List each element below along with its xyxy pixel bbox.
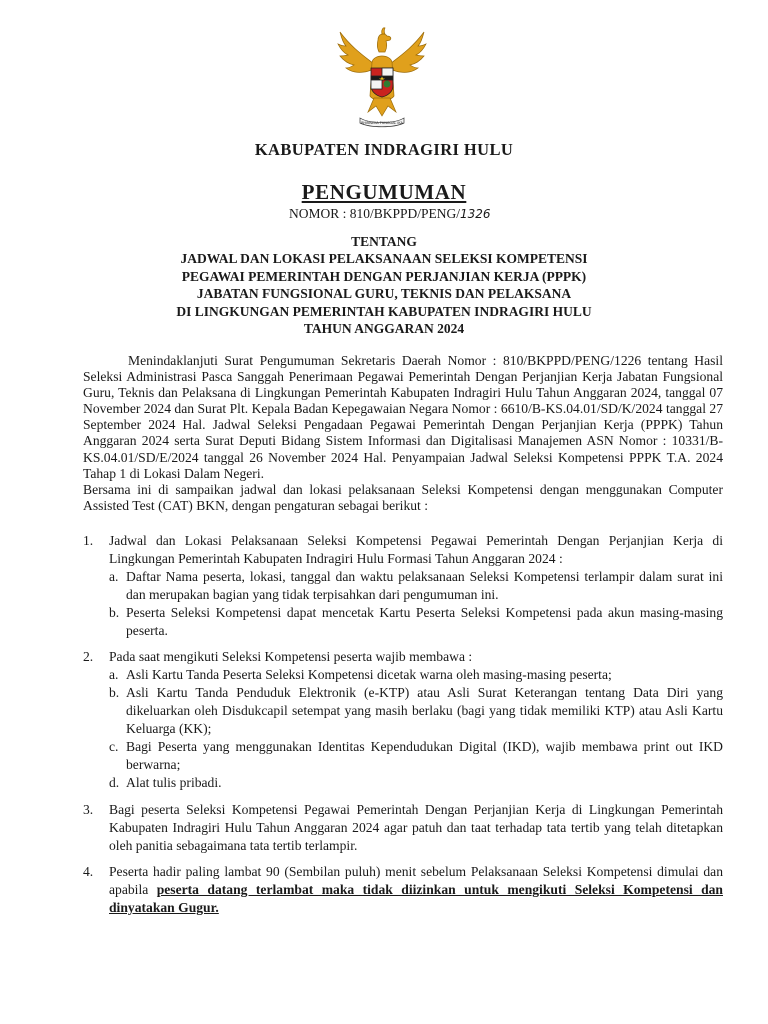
sub-letter: c. xyxy=(109,739,119,754)
sub-text: Asli Kartu Tanda Penduduk Elektronik (e-KTP) atau Asli Surat Keterangan tentang Data Diri yang dikeluarkan oleh Disdukcapil setempat yang masih berlaku (bagi yang tidak memiliki KTP) atau Asli Kartu Keluarga (KK); xyxy=(126,685,723,736)
subject-heading xyxy=(0,233,768,337)
sub-item xyxy=(109,568,723,604)
sub-text: Daftar Nama peserta, lokasi, tanggal dan waktu pelaksanaan Seleksi Kompetensi terlampir dalam surat ini dan merupakan bagian yang tidak terpisahkan dari pengumuman ini. xyxy=(126,569,723,602)
document-number-handwritten: 1326 xyxy=(460,207,491,221)
provision-list xyxy=(83,532,723,917)
sub-item xyxy=(109,604,723,640)
subject-line: TENTANG xyxy=(351,234,417,249)
sub-item xyxy=(109,738,723,774)
sub-item xyxy=(109,774,723,792)
provision-item xyxy=(83,648,723,792)
provision-number: 3. xyxy=(83,802,94,817)
sub-text: Alat tulis pribadi. xyxy=(126,775,222,790)
sub-letter: a. xyxy=(109,569,119,584)
provision-number: 4. xyxy=(83,864,94,879)
sub-letter: b. xyxy=(109,605,120,620)
subject-line: DI LINGKUNGAN PEMERINTAH KABUPATEN INDRAGIRI HULU xyxy=(176,303,592,319)
sub-letter: b. xyxy=(109,685,120,700)
subject-line: PEGAWAI PEMERINTAH DENGAN PERJANJIAN KERJA (PPPK) xyxy=(181,268,587,284)
provision-item xyxy=(83,801,723,855)
intro-paragraph: Menindaklanjuti Surat Pengumuman Sekretaris Daerah Nomor : 810/BKPPD/PENG/1226 tentang Hasil Seleksi Administrasi Pasca Sanggah Penerimaan Pegawai Pemerintah Dengan Perjanjian Kerja Jabatan Fungsional Guru, Teknis dan Pelaksana di Lingkungan Pemerintah Kabupaten Indragiri Hulu Tahun Anggaran 2024, tanggal 07 November 2024 dan Surat Plt. Kepala Badan Kepegawaian Negara Nomor : 6610/B-KS.04.01/SD/K/2024 tanggal 27 September 2024 Hal. Jadwal Seleksi Pengadaan Pegawai Pemerintah Dengan Perjanjian Kerja (PPPK) Tahun Anggaran 2024 serta Surat Deputi Bidang Sistem Informasi dan Digitalisasi Manajemen ASN Nomor : 10331/B-KS.04.01/SD/E/2024 tanggal 26 November 2024 Hal. Penyampaian Jadwal Seleksi Kompetensi PPPK T.A. 2024 Tahap 1 di Lokasi Dalam Negeri. xyxy=(83,353,723,481)
sub-item xyxy=(109,684,723,738)
sub-letter: d. xyxy=(109,775,120,790)
provision-text: Jadwal dan Lokasi Pelaksanaan Seleksi Kompetensi Pegawai Pemerintah Dengan Perjanjian Kerja di Lingkungan Pemerintah Kabupaten Indragiri Hulu Formasi Tahun Anggaran 2024 : xyxy=(109,533,723,566)
document-number xyxy=(289,206,491,222)
provision-text: Bagi peserta Seleksi Kompetensi Pegawai Pemerintah Dengan Perjanjian Kerja di Lingkungan Pemerintah Kabupaten Indragiri Hulu Tahun Anggaran 2024 agar patuh dan taat terhadap tata tertib yang telah ditetapkan oleh panitia sebagaimana tata tertib terlampir. xyxy=(109,802,723,853)
sub-list xyxy=(109,568,723,640)
sub-item xyxy=(109,666,723,684)
provision-text: Pada saat mengikuti Seleksi Kompetensi peserta wajib membawa : xyxy=(109,649,473,664)
sub-letter: a. xyxy=(109,667,119,682)
intro-paragraph-2: Bersama ini di sampaikan jadwal dan lokasi pelaksanaan Seleksi Kompetensi dengan menggunakan Computer Assisted Test (CAT) BKN, dengan pengaturan sebagai berikut : xyxy=(83,481,723,513)
document-number-prefix: NOMOR : 810/BKPPD/PENG/ xyxy=(289,206,461,221)
provision-number: 2. xyxy=(83,649,94,664)
sub-text: Bagi Peserta yang menggunakan Identitas Kependudukan Digital (IKD), wajib membawa print out IKD berwarna; xyxy=(126,739,723,772)
document-title: PENGUMUMAN xyxy=(301,180,467,204)
emblem-motto: BHINNEKA TUNGGAL IKA xyxy=(361,121,403,125)
intro-body xyxy=(83,353,723,514)
provision-text: Peserta hadir paling lambat 90 (Sembilan puluh) menit sebelum Pelaksanaan Seleksi Kompetensi dimulai dan apabila xyxy=(109,864,723,897)
provision-number: 1. xyxy=(83,533,94,548)
region-name: KABUPATEN INDRAGIRI HULU xyxy=(254,140,514,159)
sub-list xyxy=(109,666,723,792)
subject-line: TAHUN ANGGARAN 2024 xyxy=(303,321,465,337)
provision-item xyxy=(83,863,723,917)
provision-item xyxy=(83,532,723,640)
subject-line: JADWAL DAN LOKASI PELAKSANAAN SELEKSI KOMPETENSI xyxy=(180,251,588,267)
garuda-pancasila-emblem-icon xyxy=(334,26,430,130)
sub-text: Asli Kartu Tanda Peserta Seleksi Kompetensi dicetak warna oleh masing-masing peserta; xyxy=(126,667,612,682)
sub-text: Peserta Seleksi Kompetensi dapat mencetak Kartu Peserta Seleksi Kompetensi pada akun masing-masing peserta. xyxy=(126,605,723,638)
subject-line: JABATAN FUNGSIONAL GURU, TEKNIS DAN PELAKSANA xyxy=(196,286,572,302)
late-arrival-warning: peserta datang terlambat maka tidak diizinkan untuk mengikuti Seleksi Kompetensi dan dinyatakan Gugur. xyxy=(109,882,723,915)
